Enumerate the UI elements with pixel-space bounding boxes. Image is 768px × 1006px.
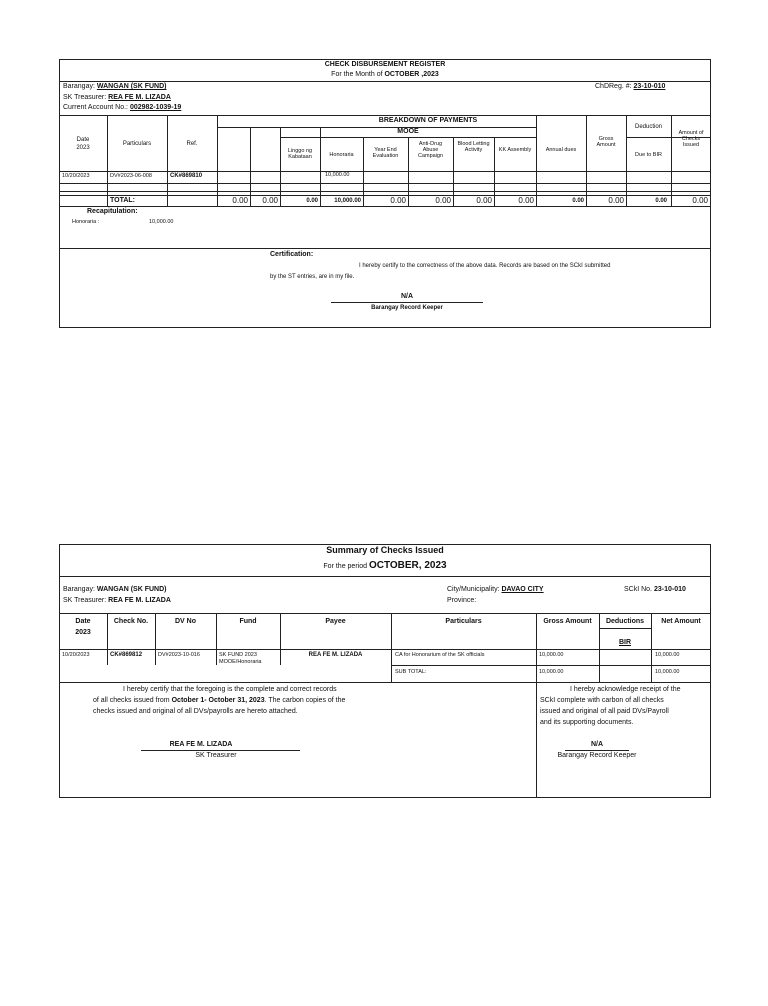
total-col-anti-drug: 0.00 xyxy=(435,196,451,205)
col-ref: Ref. xyxy=(186,141,198,147)
sum-col-date-year: 2023 xyxy=(75,629,91,636)
summary-cert-right-1: I hereby acknowledge receipt of the xyxy=(570,686,681,693)
summary-treasurer: SK Treasurer: REA FE M. LIZADA xyxy=(63,597,171,604)
sum-col-dv-no: DV No xyxy=(175,618,196,625)
summary-title: Summary of Checks Issued xyxy=(326,545,444,555)
sum-col-deductions: Deductions xyxy=(605,618,645,625)
summary-signer-right: N/A xyxy=(590,741,604,748)
sum-col-bir: BIR xyxy=(618,639,632,646)
summary-row-gross: 10,000.00 xyxy=(539,652,564,658)
total-col-1: 0.00 xyxy=(232,196,248,205)
sum-col-fund: Fund xyxy=(239,618,257,625)
summary-row-fund-1: SK FUND 2023 xyxy=(219,652,257,658)
register-row-date: 10/20/2023 xyxy=(62,173,90,179)
summary-cert-right-3: issued and original of all paid DVs/Payroll xyxy=(540,708,669,715)
register-cert-line1: I hereby certify to the correctness of the above data. Records are based on the SCkI submitted xyxy=(359,263,611,269)
total-col-year-end: 0.00 xyxy=(390,196,406,205)
sum-col-gross: Gross Amount xyxy=(543,618,592,625)
register-total-label: TOTAL: xyxy=(110,197,136,204)
summary-barangay: Barangay: WANGAN (SK FUND) xyxy=(63,586,167,593)
col-particulars: Particulars xyxy=(122,141,152,147)
summary-row-particulars: CA for Honorarium of the SK officials xyxy=(395,652,485,658)
summary-signer-right-role: Barangay Record Keeper xyxy=(557,752,637,759)
col-year-end: Year End Evaluation xyxy=(372,147,399,160)
summary-row-fund-2: MOOE/Honoraria xyxy=(219,659,262,665)
sum-col-check-no: Check No. xyxy=(113,618,149,625)
summary-row-check-no: CK#869812 xyxy=(110,652,143,658)
register-account: Current Account No.: 002982-1039-19 xyxy=(63,104,182,111)
col-honoraria: Honoraria xyxy=(329,152,354,158)
total-col-due-bir: 0.00 xyxy=(655,198,667,204)
total-col-amount: 0.00 xyxy=(692,196,708,205)
col-blood: Blood Letting Activity xyxy=(457,141,490,154)
total-col-honoraria: 10,000.00 xyxy=(334,198,361,204)
summary-signer-left: REA FE M. LIZADA xyxy=(169,741,233,748)
col-date-year: 2023 xyxy=(76,145,90,151)
summary-signer-left-role: SK Treasurer xyxy=(195,752,237,759)
summary-province: Province: xyxy=(447,597,477,604)
summary-cert-left-2: of all checks issued from October 1- October 31, 2023. The carbon copies of the xyxy=(93,697,346,704)
summary-row-date: 10/20/2023 xyxy=(62,652,90,658)
col-anti-drug: Anti-Drug Abuse Campaign xyxy=(417,141,444,160)
register-row-honoraria: 10,000.00 xyxy=(325,172,350,178)
sum-col-payee: Payee xyxy=(325,618,346,625)
col-gross: Gross Amount xyxy=(596,136,616,149)
col-kk: KK Assembly xyxy=(498,147,532,153)
total-col-gross: 0.00 xyxy=(608,196,624,205)
summary-subtotal-gross: 10,000.00 xyxy=(539,669,564,675)
mooe-header: MOOE xyxy=(397,128,419,135)
summary-row-payee: REA FE M. LIZADA xyxy=(308,652,363,658)
col-amount-checks: Amount of Checks Issued xyxy=(678,130,704,149)
col-due-bir: Due to BIR xyxy=(635,152,662,158)
register-row-particulars: DV#2023-06-008 xyxy=(110,173,152,179)
register-chdreg: ChDReg. #: 23-10-010 xyxy=(595,83,666,90)
breakdown-header: BREAKDOWN OF PAYMENTS xyxy=(378,117,478,124)
col-date: Date xyxy=(76,137,90,143)
register-row-ref: CK#869810 xyxy=(170,173,203,179)
summary-row-net: 10,000.00 xyxy=(655,652,680,658)
col-linggo: Linggo ng Kabataan xyxy=(287,148,313,161)
total-col-linggo: 0.00 xyxy=(306,198,318,204)
total-col-2: 0.00 xyxy=(262,196,278,205)
summary-row-dv-no: DV#2023-10-016 xyxy=(158,652,200,658)
recap-value: 10,000.00 xyxy=(149,219,174,225)
summary-frame xyxy=(59,544,711,798)
register-month: For the Month of OCTOBER ,2023 xyxy=(331,71,439,78)
recap-label: Recapitulation: xyxy=(87,208,138,215)
sum-col-net: Net Amount xyxy=(661,618,701,625)
register-signer-role: Barangay Record Keeper xyxy=(371,305,443,311)
deduction-header: Deduction xyxy=(634,124,663,130)
summary-cert-right-2: SCkI complete with carbon of all checks xyxy=(540,697,664,704)
summary-cert-left-1: I hereby certify that the foregoing is the complete and correct records xyxy=(123,686,337,693)
col-annual: Annual dues xyxy=(545,147,577,153)
register-cert-line2: by the ST entries, are in my file. xyxy=(270,274,355,280)
total-col-blood: 0.00 xyxy=(476,196,492,205)
sum-col-particulars: Particulars xyxy=(445,618,482,625)
register-barangay: Barangay: WANGAN (SK FUND) xyxy=(63,83,167,90)
register-signer: N/A xyxy=(400,293,414,300)
summary-cert-left-3: checks issued and original of all DVs/payrolls are hereto attached. xyxy=(93,708,298,715)
register-cert-label: Certification: xyxy=(270,251,314,258)
total-col-annual: 0.00 xyxy=(572,198,584,204)
register-title: CHECK DISBURSEMENT REGISTER xyxy=(324,61,446,68)
summary-subtotal-label: SUB TOTAL: xyxy=(395,669,427,675)
summary-subtotal-net: 10,000.00 xyxy=(655,669,680,675)
register-treasurer: SK Treasurer: REA FE M. LIZADA xyxy=(63,94,171,101)
total-col-kk: 0.00 xyxy=(518,196,534,205)
sum-col-date: Date xyxy=(75,618,91,625)
recap-item: Honoraria : xyxy=(72,219,100,225)
summary-cert-right-4: and its supporting documents. xyxy=(540,719,634,726)
summary-scki: SCkI No. 23-10-010 xyxy=(624,586,686,593)
summary-period: For the period OCTOBER, 2023 xyxy=(323,560,447,571)
summary-city: City/Municipality: DAVAO CITY xyxy=(447,586,544,593)
